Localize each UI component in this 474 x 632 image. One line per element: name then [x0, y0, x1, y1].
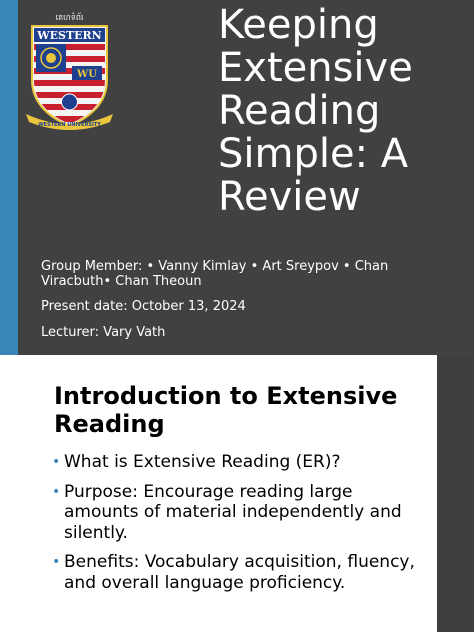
slide-title: Keeping Extensive Reading Simple: A Review: [218, 2, 413, 220]
logo-top-script: គេហទំព័រ: [55, 13, 84, 22]
group-members: Group Member: • Vanny Kimlay • Art Sreypov • Chan Viracbuth• Chan Theoun: [41, 259, 389, 289]
page-background-strip: [437, 355, 474, 632]
bullet-list: [52, 452, 422, 602]
lecturer: Lecturer: Vary Vath: [41, 325, 166, 340]
slide-heading: Introduction to Extensive Reading: [54, 382, 398, 438]
list-item: [52, 452, 422, 473]
accent-bar: [0, 0, 18, 355]
bullet-text: Purpose: Encourage reading large amounts of material independently and silently.: [64, 481, 402, 543]
bullet-icon: •: [52, 554, 61, 570]
present-date: Present date: October 13, 2024: [41, 299, 246, 314]
university-logo: [22, 10, 117, 135]
bullet-icon: •: [52, 483, 61, 500]
logo-ribbon-text: WESTERN UNIVERSITY: [38, 122, 101, 128]
logo-banner-text: WESTERN: [37, 29, 102, 42]
list-item: [52, 482, 422, 544]
bullet-text: What is Extensive Reading (ER)?: [64, 452, 341, 472]
logo-monogram: WU: [77, 69, 97, 80]
bullet-text: Benefits: Vocabulary acquisition, fluency, and overall language proficiency.: [64, 552, 415, 593]
content-slide: [0, 355, 437, 632]
list-item: [52, 552, 422, 593]
bullet-icon: •: [52, 454, 61, 470]
